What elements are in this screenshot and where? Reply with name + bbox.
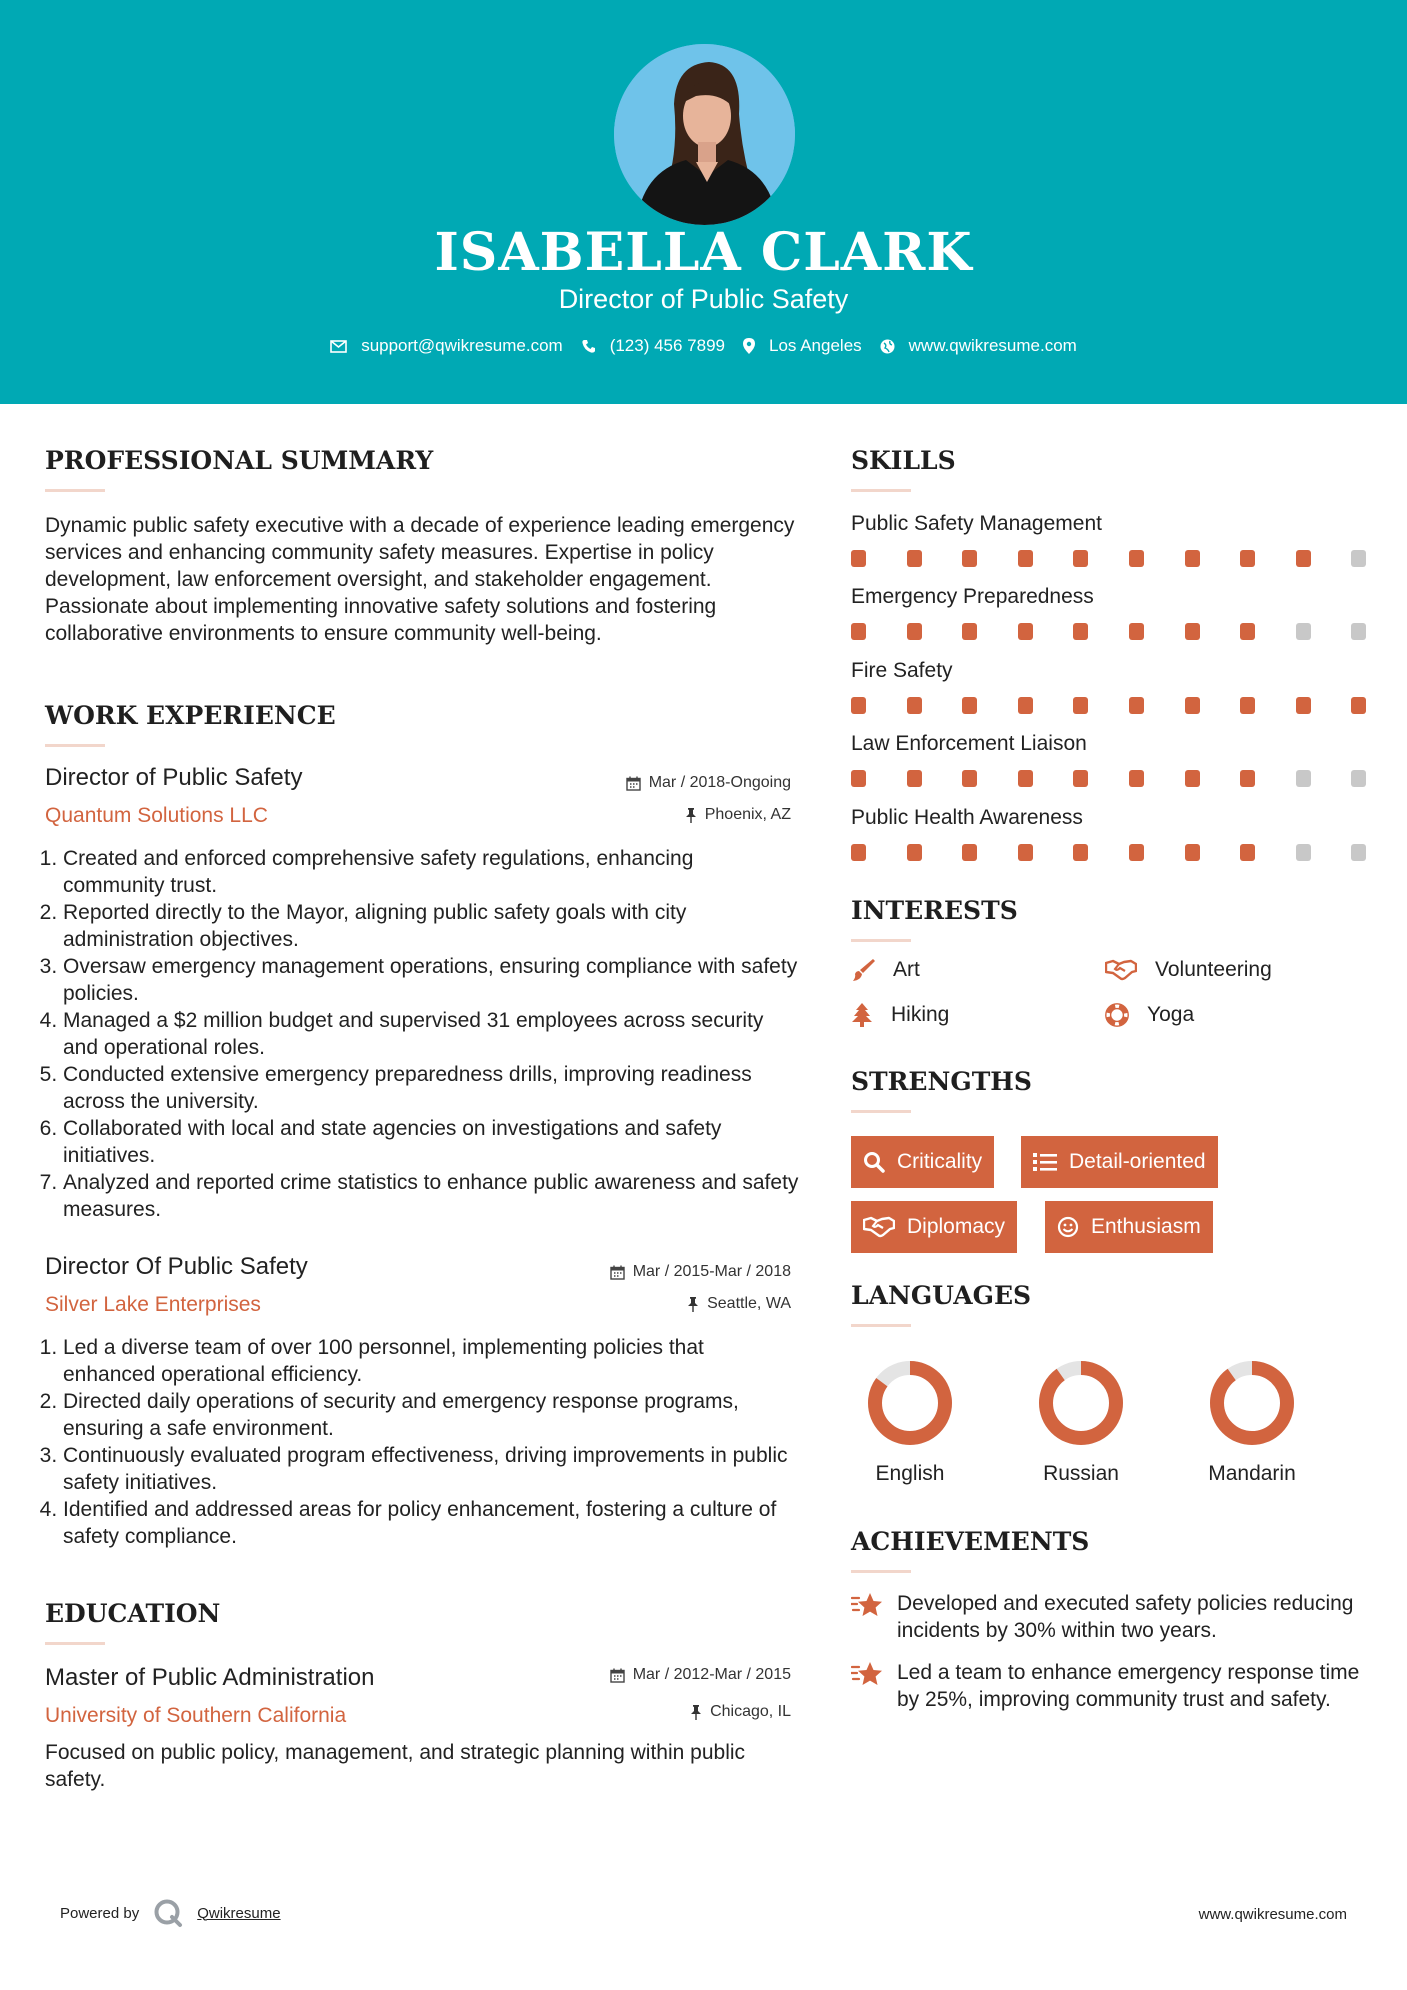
summary-text: Dynamic public safety executive with a decade of experience leading emergency services and enhancing community safety measures. Expertise in policy development, law enforcement oversight, and stakeholder engagement. Passionate about implementing innovative safety solutions and fostering collaborative environments to ensure community well-being.	[45, 514, 795, 645]
handshake-icon	[1105, 959, 1137, 981]
interests-heading: INTERESTS	[851, 896, 1018, 925]
degree-title: Master of Public Administration	[45, 1664, 375, 1691]
interests-rule	[851, 939, 911, 942]
skill-dot-filled	[962, 550, 977, 567]
company-name: Quantum Solutions LLC	[45, 804, 268, 827]
language-donut	[1036, 1358, 1126, 1448]
job-duties-list	[45, 845, 800, 1223]
language-item	[1011, 1358, 1151, 1486]
skill-dot-filled	[1073, 770, 1088, 787]
strengths-heading: STRENGTHS	[851, 1067, 1032, 1096]
achievement-text: Developed and executed safety policies reducing incidents by 30% within two years.	[897, 1592, 1354, 1642]
tree-icon	[851, 1003, 873, 1027]
job-date-text: Mar / 2018-Ongoing	[648, 774, 791, 791]
list-item: 3. Oversaw emergency management operations, ensuring compliance with safety policies.	[63, 953, 800, 1007]
skill-dot-filled	[1018, 697, 1033, 714]
skill-dot-empty	[1351, 623, 1366, 640]
header-banner	[0, 0, 1407, 404]
strength-label: Criticality	[897, 1150, 983, 1173]
language-label: Russian	[1043, 1462, 1119, 1485]
skill-rating	[851, 623, 1371, 641]
job-title: Director Of Public Safety	[45, 1253, 308, 1280]
contact-website[interactable]	[880, 336, 1077, 356]
skill-dot-filled	[907, 697, 922, 714]
summary-heading: PROFESSIONAL SUMMARY	[45, 446, 434, 475]
smile-icon	[1057, 1216, 1079, 1238]
candidate-name: ISABELLA CLARK	[434, 222, 973, 283]
skill-dot-filled	[1129, 770, 1144, 787]
skill-name: Law Enforcement Liaison	[851, 732, 1087, 755]
skill-dot-filled	[1018, 844, 1033, 861]
language-item	[840, 1358, 980, 1486]
education-rule	[45, 1642, 105, 1645]
list-item: 4. Managed a $2 million budget and supervised 31 employees across security and operational roles.	[63, 1007, 800, 1061]
contact-email[interactable]	[330, 336, 563, 356]
company-name: Silver Lake Enterprises	[45, 1293, 261, 1316]
summary-rule	[45, 489, 105, 492]
skill-dot-filled	[1240, 550, 1255, 567]
skill-dot-filled	[1185, 623, 1200, 640]
interest-label: Yoga	[1147, 1003, 1195, 1026]
experience-heading: WORK EXPERIENCE	[45, 701, 336, 730]
skills-rule	[851, 489, 911, 492]
education-description: Focused on public policy, management, and strategic planning within public safety.	[45, 1741, 746, 1791]
skill-dot-empty	[1296, 844, 1311, 861]
strength-tag	[851, 1201, 1017, 1253]
list-item: 6. Collaborated with local and state agencies on investigations and safety initiatives.	[63, 1115, 800, 1169]
calendar-icon	[610, 1265, 625, 1280]
job-date-text: Mar / 2015-Mar / 2018	[632, 1263, 791, 1280]
email-text: support@qwikresume.com	[361, 336, 563, 355]
skill-dot-filled	[851, 550, 866, 567]
experience-rule	[45, 744, 105, 747]
list-item: 4. Identified and addressed areas for policy enhancement, fostering a culture of safety compliance.	[63, 1496, 800, 1550]
skill-dot-empty	[1351, 844, 1366, 861]
achievement-text: Led a team to enhance emergency response time by 25%, improving community trust and safety.	[897, 1661, 1360, 1711]
education-heading: EDUCATION	[45, 1599, 221, 1628]
list-item: 7. Analyzed and reported crime statistics to enhance public awareness and safety measures.	[63, 1169, 800, 1223]
skill-dot-filled	[962, 697, 977, 714]
skill-dot-filled	[907, 623, 922, 640]
skill-rating	[851, 844, 1371, 862]
skill-dot-filled	[1240, 697, 1255, 714]
skill-dot-empty	[1351, 550, 1366, 567]
calendar-icon	[610, 1668, 625, 1683]
skill-name: Emergency Preparedness	[851, 585, 1094, 608]
skill-dot-filled	[851, 844, 866, 861]
languages-rule	[851, 1324, 911, 1327]
strength-tag	[1045, 1201, 1213, 1253]
skill-dot-filled	[1240, 844, 1255, 861]
skill-dot-filled	[1351, 697, 1366, 714]
skill-dot-filled	[1129, 844, 1144, 861]
pushpin-icon	[685, 808, 697, 823]
search-icon	[863, 1151, 885, 1173]
language-label: Mandarin	[1208, 1462, 1296, 1485]
skill-dot-filled	[1073, 844, 1088, 861]
skill-dot-empty	[1351, 770, 1366, 787]
achievement-item	[851, 1590, 1371, 1644]
language-donut	[1207, 1358, 1297, 1448]
location-text: Los Angeles	[769, 336, 862, 355]
star-trophy-icon	[851, 1592, 883, 1620]
skill-dot-filled	[1185, 844, 1200, 861]
skill-dot-filled	[1240, 770, 1255, 787]
skill-dot-filled	[1129, 697, 1144, 714]
job-location-text: Seattle, WA	[707, 1295, 791, 1312]
footer-branding	[60, 1898, 281, 1928]
strength-tag	[1021, 1136, 1218, 1188]
skill-dot-filled	[1296, 697, 1311, 714]
contact-phone[interactable]	[581, 336, 725, 356]
list-item: 1. Created and enforced comprehensive safety regulations, enhancing community trust.	[63, 845, 800, 899]
skill-dot-filled	[1185, 550, 1200, 567]
skill-dot-filled	[1018, 550, 1033, 567]
star-trophy-icon	[851, 1661, 883, 1689]
strengths-rule	[851, 1110, 911, 1113]
list-item: 2. Directed daily operations of security and emergency response programs, ensuring a safe environment.	[63, 1388, 800, 1442]
skill-dot-empty	[1296, 770, 1311, 787]
map-pin-icon	[743, 338, 755, 354]
brand-link[interactable]: Qwikresume	[197, 1904, 281, 1922]
language-donut	[865, 1358, 955, 1448]
skill-dot-filled	[851, 770, 866, 787]
strength-label: Diplomacy	[907, 1215, 1006, 1238]
education-date	[610, 1666, 791, 1684]
skill-dot-filled	[1185, 770, 1200, 787]
interest-label: Volunteering	[1155, 958, 1272, 981]
contact-location	[743, 336, 862, 356]
school-name: University of Southern California	[45, 1704, 347, 1727]
skill-rating	[851, 697, 1371, 715]
skill-dot-filled	[1073, 697, 1088, 714]
contact-bar	[0, 336, 1407, 356]
skill-dot-filled	[1296, 550, 1311, 567]
lifering-icon	[1105, 1003, 1129, 1027]
strength-label: Detail-oriented	[1069, 1150, 1206, 1173]
language-label: English	[875, 1462, 945, 1485]
interest-item	[851, 958, 920, 982]
list-item: 3. Continuously evaluated program effectiveness, driving improvements in public safety initiatives.	[63, 1442, 800, 1496]
skill-dot-filled	[1240, 623, 1255, 640]
skill-dot-filled	[962, 770, 977, 787]
skill-dot-filled	[1129, 623, 1144, 640]
skill-dot-filled	[907, 770, 922, 787]
interest-item	[1105, 1003, 1194, 1027]
achievements-heading: ACHIEVEMENTS	[851, 1527, 1090, 1556]
skill-dot-filled	[851, 697, 866, 714]
skill-dot-filled	[907, 550, 922, 567]
skill-dot-filled	[1073, 550, 1088, 567]
education-date-text: Mar / 2012-Mar / 2015	[632, 1666, 791, 1683]
list-icon	[1033, 1152, 1057, 1172]
skill-dot-filled	[851, 623, 866, 640]
skill-dot-empty	[1296, 623, 1311, 640]
job-date	[610, 1263, 791, 1281]
skill-dot-filled	[1018, 770, 1033, 787]
pushpin-icon	[687, 1297, 699, 1312]
calendar-icon	[626, 776, 641, 791]
strength-tag	[851, 1136, 994, 1188]
website-text: www.qwikresume.com	[908, 336, 1077, 355]
job-duties-list	[45, 1334, 800, 1550]
pushpin-icon	[690, 1705, 702, 1720]
interest-item	[1105, 958, 1272, 982]
powered-by-text: Powered by	[60, 1904, 140, 1922]
interest-label: Art	[893, 958, 920, 981]
globe-icon	[880, 339, 895, 354]
list-item: 1. Led a diverse team of over 100 personnel, implementing policies that enhanced operational efficiency.	[63, 1334, 800, 1388]
job-title: Director of Public Safety	[45, 764, 303, 791]
skill-name: Public Health Awareness	[851, 806, 1083, 829]
skill-name: Public Safety Management	[851, 512, 1102, 535]
skill-dot-filled	[1073, 623, 1088, 640]
donut-fill	[1046, 1368, 1116, 1438]
education-location	[690, 1703, 791, 1721]
skill-dot-filled	[1018, 623, 1033, 640]
skill-rating	[851, 550, 1371, 568]
strength-label: Enthusiasm	[1091, 1215, 1201, 1238]
list-item: 5. Conducted extensive emergency preparedness drills, improving readiness across the university.	[63, 1061, 800, 1115]
language-item	[1182, 1358, 1322, 1486]
education-location-text: Chicago, IL	[710, 1703, 791, 1720]
handshake-icon	[863, 1216, 895, 1238]
achievement-item	[851, 1659, 1371, 1713]
skill-dot-filled	[907, 844, 922, 861]
candidate-role: Director of Public Safety	[558, 284, 849, 314]
paintbrush-icon	[851, 958, 875, 982]
profile-photo	[614, 44, 795, 225]
job-location	[687, 1295, 791, 1313]
qwikresume-logo-icon	[153, 1898, 183, 1928]
skill-dot-filled	[962, 844, 977, 861]
donut-fill	[1217, 1368, 1287, 1438]
interest-label: Hiking	[891, 1003, 950, 1026]
list-item: 2. Reported directly to the Mayor, aligning public safety goals with city administration objectives.	[63, 899, 800, 953]
skill-dot-filled	[962, 623, 977, 640]
phone-icon	[581, 339, 596, 354]
envelope-icon	[330, 340, 347, 353]
skill-name: Fire Safety	[851, 659, 953, 682]
achievements-rule	[851, 1570, 911, 1573]
phone-text: (123) 456 7899	[609, 336, 726, 355]
skills-heading: SKILLS	[851, 446, 956, 475]
job-location-text: Phoenix, AZ	[704, 806, 791, 823]
interest-item	[851, 1003, 949, 1027]
skill-dot-filled	[1185, 697, 1200, 714]
footer-website[interactable]: www.qwikresume.com	[1198, 1906, 1347, 1923]
job-date	[626, 774, 791, 792]
skill-dot-filled	[1129, 550, 1144, 567]
languages-heading: LANGUAGES	[851, 1281, 1032, 1310]
skill-rating	[851, 770, 1371, 788]
job-location	[685, 806, 791, 824]
